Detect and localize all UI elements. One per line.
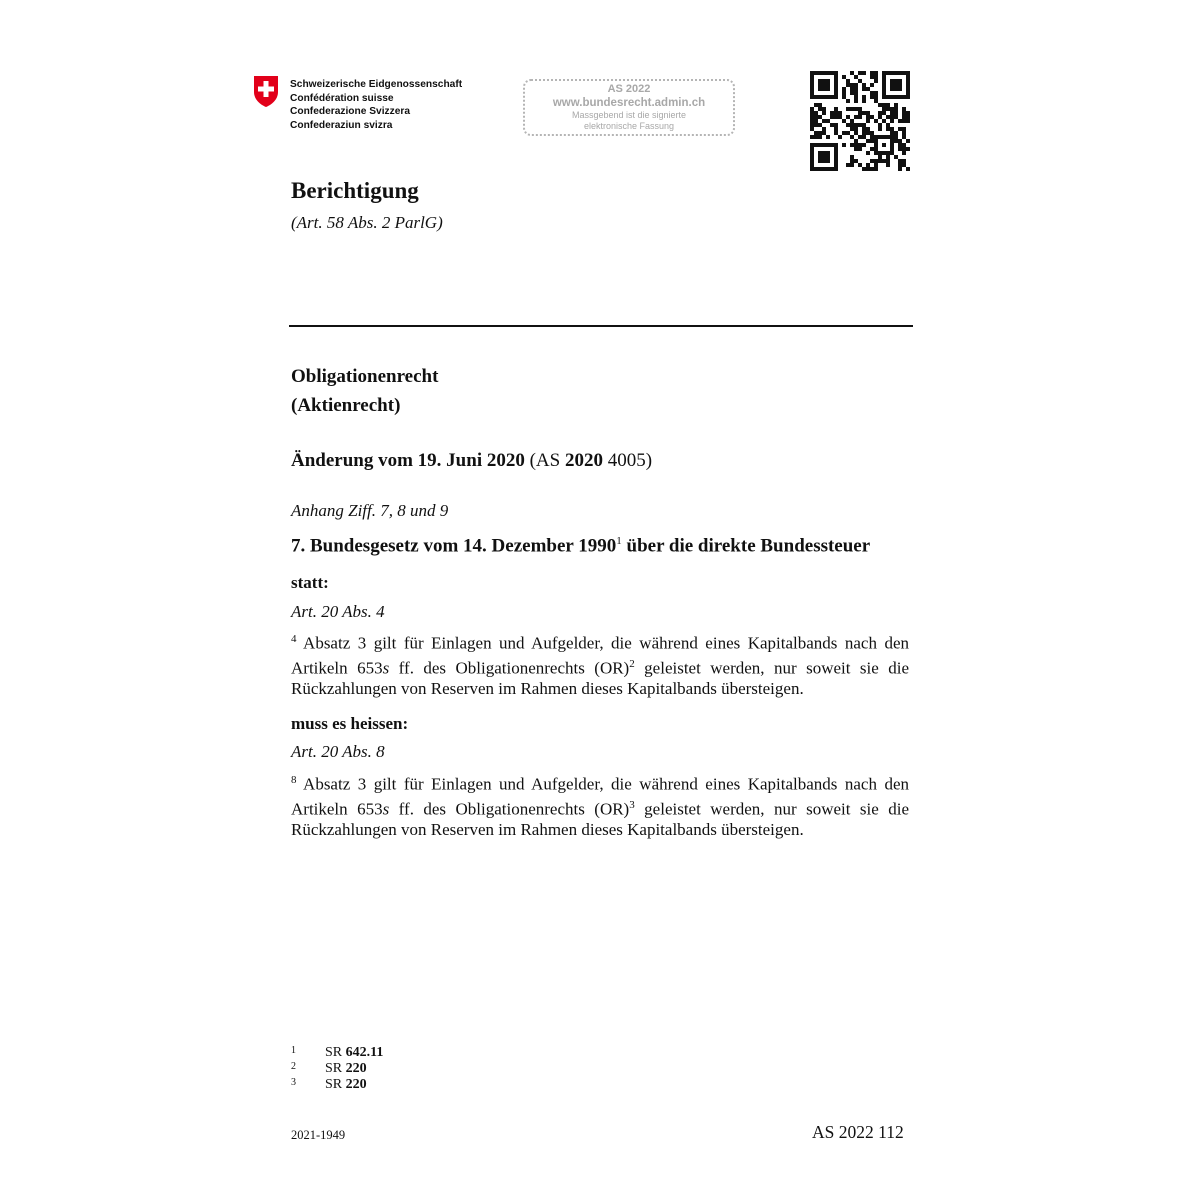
footnote-ref-2: 2 — [629, 658, 635, 671]
federation-line-rm: Confederaziun svizra — [290, 119, 393, 131]
correct-paragraph — [291, 770, 909, 841]
footnote-prefix: SR — [325, 1045, 343, 1060]
paragraph-text-italic: s — [382, 658, 390, 678]
instead-paragraph — [291, 629, 909, 700]
footnote-ref: 220 — [345, 1061, 367, 1076]
stamp-note-line-2: elektronische Fassung — [583, 121, 675, 131]
divider — [289, 325, 913, 327]
footnote-item — [291, 1045, 383, 1061]
footnote-ref-3: 3 — [629, 799, 635, 812]
footnote-number: 2 — [291, 1061, 296, 1072]
footnote-ref: 220 — [345, 1077, 367, 1092]
official-collection-reference: AS 2022 112 — [812, 1122, 904, 1142]
document-id: 2021-1949 — [291, 1128, 346, 1142]
footnote-number: 3 — [291, 1077, 296, 1088]
change-ref-year: 2020 — [564, 450, 603, 471]
instead-label: statt: — [291, 573, 329, 592]
correct-label: muss es heissen: — [291, 714, 409, 733]
qr-code-icon — [810, 71, 910, 171]
law-title-line-2: (Aktienrecht) — [291, 395, 401, 416]
publication-stamp — [523, 79, 735, 136]
change-date: Änderung vom 19. Juni 2020 — [291, 450, 525, 471]
page-subtitle: (Art. 58 Abs. 2 ParlG) — [291, 213, 443, 232]
annex-reference: Anhang Ziff. 7, 8 und 9 — [291, 501, 449, 520]
footnote-item — [291, 1077, 383, 1093]
paragraph-text: Absatz 3 gilt für Einlagen und Aufgelder, die während eines Kapitalbands nach den Artikeln 653 — [291, 633, 909, 678]
stamp-note-line-1: Massgebend ist die signierte — [571, 110, 687, 120]
paragraph-number: 8 — [291, 774, 297, 786]
federation-line-it: Confederazione Svizzera — [290, 106, 411, 117]
paragraph-text: geleistet werden, nur soweit sie die Rückzahlungen von Reserven im Rahmen dieses Kapitalbands übersteigen. — [291, 658, 910, 699]
paragraph-text: ff. des Obligationenrechts (OR) — [389, 799, 630, 819]
footnote-number: 1 — [291, 1045, 296, 1056]
law-title — [291, 362, 438, 420]
paragraph-text: Absatz 3 gilt für Einlagen und Aufgelder, die während eines Kapitalbands nach den Artikeln 653 — [291, 774, 909, 819]
footnote-item — [291, 1061, 383, 1077]
instead-article: Art. 20 Abs. 4 — [291, 602, 385, 621]
change-heading — [291, 450, 652, 472]
act-heading-part-2: über die direkte Bundessteuer — [621, 535, 871, 557]
federation-line-de: Schweizerische Eidgenossenschaft — [290, 79, 463, 90]
swiss-cross-icon — [252, 74, 280, 108]
act-heading-part-1: 7. Bundesgesetz vom 14. Dezember 1990 — [291, 535, 617, 557]
paragraph-text: geleistet werden, nur soweit sie die Rückzahlungen von Reserven im Rahmen dieses Kapitalbands übersteigen. — [291, 799, 910, 840]
law-title-line-1: Obligationenrecht — [291, 366, 439, 387]
footnote-prefix: SR — [325, 1077, 343, 1092]
federation-name — [290, 78, 462, 132]
footnote-ref: 642.11 — [345, 1045, 384, 1060]
paragraph-number: 4 — [291, 633, 297, 645]
page-title: Berichtigung — [291, 178, 419, 203]
stamp-url-line: www.bundesrecht.admin.ch — [552, 97, 706, 109]
paragraph-text: ff. des Obligationenrechts (OR) — [389, 658, 630, 678]
act-heading — [291, 535, 870, 557]
change-ref-open: (AS — [524, 450, 565, 471]
footnote-prefix: SR — [325, 1061, 343, 1076]
federation-line-fr: Confédération suisse — [290, 92, 394, 104]
paragraph-text-italic: s — [382, 799, 390, 819]
footnote-ref-1: 1 — [616, 535, 622, 547]
footnotes — [291, 1045, 383, 1093]
stamp-as-line: AS 2022 — [607, 83, 651, 95]
correct-article: Art. 20 Abs. 8 — [291, 742, 385, 761]
change-ref-close: 4005) — [602, 450, 653, 471]
